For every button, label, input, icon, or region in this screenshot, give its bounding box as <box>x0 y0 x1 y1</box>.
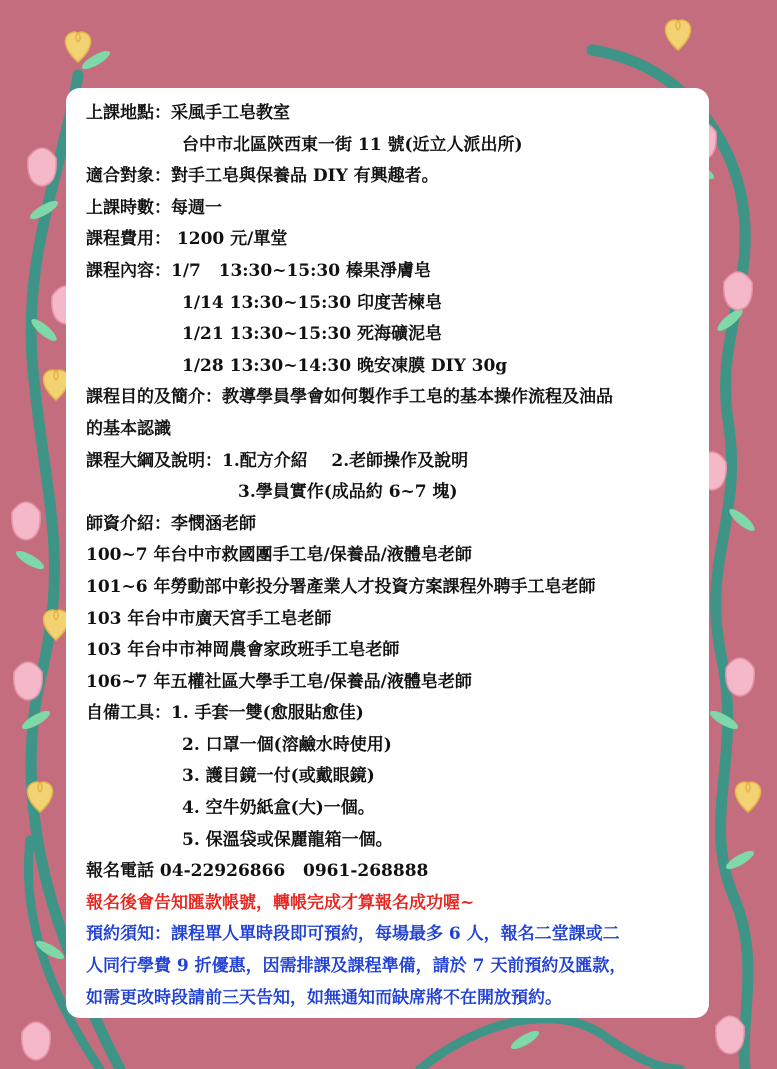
contents-label: 課程內容： <box>86 260 171 281</box>
pink-tulip <box>716 1016 744 1054</box>
pink-tulip <box>22 1022 50 1060</box>
contents-item: 1/14 13:30~15:30 印度苦楝皂 <box>182 292 442 313</box>
bottom-vine <box>420 1019 680 1069</box>
phone-line: 報名電話 04-22926866 0961-268888 <box>86 861 429 882</box>
contents-item: 1/7 13:30~15:30 榛果淨膚皂 <box>171 260 431 281</box>
tool-item: 5. 保溫袋或保麗龍箱一個。 <box>182 829 393 850</box>
pink-tulip <box>726 658 754 696</box>
tool-item: 1. 手套一雙(愈服貼愈佳) <box>171 703 364 724</box>
location-label: 上課地點： <box>86 103 171 123</box>
audience-line: 適合對象：對手工皂與保養品 DIY 有興趣者。 <box>86 166 439 187</box>
location-line <box>86 98 696 130</box>
tool-item: 3. 護目鏡一付(或戴眼鏡) <box>182 766 375 787</box>
teacher-credential: 100~7 年台中市救國團手工皂/保養品/液體皂老師 <box>86 545 472 566</box>
purpose-line-2: 的基本認識 <box>86 418 171 439</box>
location-name: 采風手工皂教室 <box>171 103 290 123</box>
yellow-heart-flower <box>735 782 760 812</box>
contents-item: 1/21 13:30~15:30 死海礦泥皂 <box>182 324 442 345</box>
yellow-heart-flower <box>65 32 90 62</box>
pink-tulip <box>28 148 56 186</box>
fee-line: 課程費用： 1200 元/單堂 <box>86 229 288 250</box>
outline-line-2: 3.學員實作(成品約 6~7 塊) <box>238 482 458 503</box>
contents-item: 1/28 13:30~14:30 晚安凍膜 DIY 30g <box>182 355 508 376</box>
payment-notice: 報名後會告知匯款帳號，轉帳完成才算報名成功喔~ <box>86 892 475 913</box>
purpose-line-1: 課程目的及簡介：教導學員學會如何製作手工皂的基本操作流程及油品 <box>86 387 613 408</box>
reservation-line-1: 預約須知：課程單人單時段即可預約，每場最多 6 人，報名二堂課或二 <box>86 924 620 945</box>
tools-line <box>86 698 696 730</box>
outline-line-1: 課程大綱及說明：1.配方介紹 2.老師操作及說明 <box>86 450 469 471</box>
pink-tulip <box>14 662 42 700</box>
yellow-heart-flower <box>43 370 68 400</box>
pink-tulip <box>724 272 752 310</box>
teacher-credential: 106~7 年五權社區大學手工皂/保養品/液體皂老師 <box>86 671 472 692</box>
tool-item: 2. 口罩一個(溶鹼水時使用) <box>182 734 392 755</box>
reservation-line-3: 如需更改時段請前三天告知，如無通知而缺席將不在開放預約。 <box>86 987 562 1008</box>
location-address: 台中市北區陝西東一街 11 號(近立人派出所) <box>182 134 523 155</box>
reservation-line-2: 人同行學費 9 折優惠，因需排課及課程準備，請於 7 天前預約及匯款， <box>86 956 627 977</box>
tool-item: 4. 空牛奶紙盒(大)一個。 <box>182 798 375 819</box>
teacher-credential: 103 年台中市神岡農會家政班手工皂老師 <box>86 640 400 661</box>
teacher-intro: 師資介紹：李憫涵老師 <box>86 513 256 534</box>
teacher-credential: 101~6 年勞動部中彰投分署產業人才投資方案課程外聘手工皂老師 <box>86 576 596 597</box>
yellow-heart-flower <box>665 20 690 50</box>
schedule-line: 上課時數：每週一 <box>86 197 222 218</box>
tools-label: 自備工具： <box>86 703 171 724</box>
course-info <box>86 98 696 1014</box>
pink-tulip <box>12 502 40 540</box>
contents-line <box>86 256 696 288</box>
teacher-credential: 103 年台中市廣天宮手工皂老師 <box>86 608 332 629</box>
